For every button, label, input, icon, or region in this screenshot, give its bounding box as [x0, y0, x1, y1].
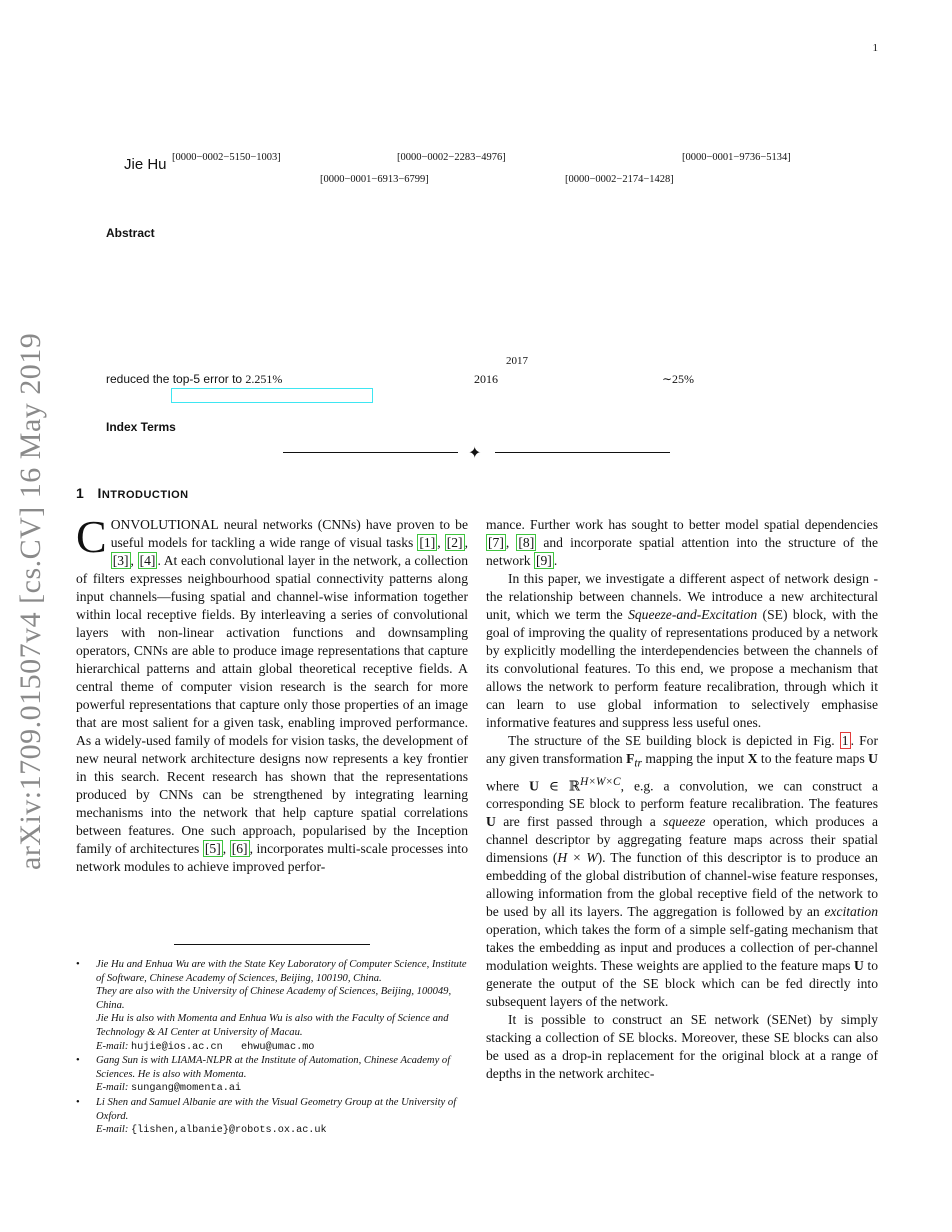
intro-text: operation, which takes the form of a simple self-gating mechanism that takes the embedding as input and produces a collection of per-channel modulation weights. These weights are applied to the feature maps	[486, 922, 878, 974]
section-title-cap: I	[97, 485, 102, 501]
abstract-line	[106, 372, 826, 388]
intro-text: (SE) block, with the goal of improving the quality of representations produced by a network by explicitly modelling the interdependencies between the channels of its convolutional features. To this end, we propose a mechanism that allows the network to perform feature recalibration, through which it can learn to use global information to selectively emphasise informative features and suppress less useful ones.	[486, 607, 878, 730]
abstract-year-2017: 2017	[506, 355, 528, 367]
intro-paragraph-3	[486, 732, 878, 1011]
intro-text-d: and incorporate spatial attention into the structure of the network	[486, 535, 879, 568]
math-symbol: U	[854, 958, 864, 974]
email-label: E-mail:	[96, 1040, 132, 1052]
section-title-introduction	[76, 485, 189, 501]
intro-paragraph-1-cont: mance. Further work has sought to better model spatial dependencies [7] , [8] and incorporate spatial attention into the structure of the network [9] .	[486, 517, 879, 568]
email-label: E-mail:	[96, 1082, 132, 1094]
intro-paragraph-2	[486, 570, 878, 732]
intro-paragraph-4: It is possible to construct an SE network (SENet) by simply stacking a collection of SE blocks. Moreover, these SE blocks can also be used as a drop-in replacement for the original block at a range of depths in the network architec-	[486, 1012, 878, 1082]
footnote-3	[76, 1096, 468, 1138]
orcid-2: [0000−0002−2283−4976]	[397, 152, 506, 163]
citation-link[interactable]: [3]	[112, 553, 129, 568]
orcid-5: [0000−0002−2174−1428]	[565, 174, 674, 185]
math-symbol: F	[626, 751, 635, 766]
figure-link[interactable]: 1	[841, 733, 849, 748]
footnote-text: Gang Sun is with LIAMA-NLPR at the Institute of Automation, Chinese Academy of Sciences. He is also with Momenta.	[96, 1055, 451, 1080]
footnote-2	[76, 1054, 468, 1096]
footnote-text: Jie Hu and Enhua Wu are with the State Key Laboratory of Computer Science, Institute of Software, Chinese Academy of Sciences, Beijing, 100190, China.	[96, 959, 467, 984]
column-left	[76, 511, 469, 876]
email-address[interactable]: {lishen,albanie}@robots.ox.ac.uk	[131, 1125, 327, 1137]
intro-text: to generate the output of the SE block which can be fed directly into subsequent layers of the network.	[486, 958, 878, 1010]
math-symbol: U	[486, 814, 496, 830]
citation-link[interactable]: [8]	[518, 535, 535, 550]
math-symbol: U	[529, 778, 539, 794]
intro-text: are first passed through a	[495, 814, 664, 830]
email-address[interactable]: sungang@momenta.ai	[131, 1083, 242, 1095]
footnote-1	[76, 958, 468, 1054]
intro-text-b: . At each convolutional layer in the network, a collection of filters expresses neighbourhood spatial connectivity patterns along input channels—fusing spatial and channel-wise information together within local receptive fields. By interleaving a series of convolutional layers with non-linear activation functions and downsampling operators, CNNs are able to produce image representations that capture hierarchical patterns and attain global theoretical receptive fields. A central theme of computer vision research is the search for more powerful representations that capture only those properties of an image that are most salient for a given task, enabling improved performance. As a widely-used family of models for vision tasks, the development of new neural network architecture designs now represents a key frontier in this search. Recent research has shown that the representations produced by CNNs can be strengthened by integrating learning mechanisms into the network that help capture spatial correlations between features. One such approach, popularised by the Inception family of architectures	[76, 553, 469, 856]
citation-link[interactable]: [7]	[488, 535, 504, 550]
intro-text-a: neural networks (CNNs) have proven to be useful models for tackling a wide range of visual tasks	[110, 517, 468, 550]
intro-emphasis: squeeze	[663, 814, 706, 830]
footnote-rule	[174, 944, 370, 945]
intro-text-c-right: mance. Further work has sought to better model spatial dependencies	[486, 517, 878, 532]
intro-text: operation, which produces a channel descriptor by aggregating feature maps across their spatial dimensions (	[486, 814, 879, 866]
intro-text: . For any given transformation	[486, 733, 879, 766]
footnotes	[76, 958, 468, 1138]
divider-star-icon: ✦	[468, 445, 482, 462]
section-number: 1	[76, 485, 85, 501]
section-title-rest: NTRODUCTION	[101, 489, 189, 501]
citation-link[interactable]: [9]	[535, 553, 552, 568]
author-name: Jie Hu	[124, 156, 167, 173]
intro-text: In this paper, we investigate a different aspect of network design - the relationship between channels. We introduce a new architectural unit, which we term the	[486, 571, 878, 622]
intro-text: ). The function of this descriptor is to produce an embedding of the global distribution of channel-wise feature responses, allowing information from the global receptive field of the network to be used by all its layers. The aggregation is followed by an	[486, 850, 878, 920]
bullet-icon: •	[76, 1055, 80, 1067]
math-subscript: tr	[634, 757, 642, 770]
citation-link[interactable]: [1]	[419, 535, 436, 550]
bullet-icon: •	[76, 1096, 80, 1108]
intro-text: The structure of the SE building block is depicted in Fig.	[508, 733, 840, 748]
intro-text: mapping the input	[641, 751, 748, 766]
index-terms-heading: Index Terms	[106, 420, 176, 434]
arxiv-stamp: arXiv:1709.01507v4 [cs.CV] 16 May 2019	[14, 332, 47, 870]
link-highlight-box[interactable]	[171, 388, 373, 403]
intro-smallcaps: ONVOLUTIONAL	[110, 517, 219, 532]
citation-link[interactable]: [5]	[204, 841, 221, 856]
intro-text-e: .	[553, 553, 558, 568]
abstract-error-value: 2.251%	[245, 372, 283, 386]
abstract-line-prefix: reduced the top-5 error to	[106, 372, 246, 386]
orcid-1: [0000−0002−5150−1003]	[172, 152, 281, 163]
abstract-approx: ∼25%	[662, 372, 695, 386]
citation-link[interactable]: [4]	[139, 553, 156, 568]
abstract-heading: Abstract	[106, 226, 155, 240]
email-address[interactable]: hujie@ios.ac.cn ehwu@umac.mo	[131, 1041, 315, 1053]
math-expression: H × W	[557, 850, 598, 866]
citation-link[interactable]: [6]	[231, 841, 248, 856]
intro-text: to the feature maps	[757, 751, 869, 766]
math-symbol: U	[868, 751, 878, 766]
column-right	[486, 516, 878, 1083]
citation-link[interactable]: [2]	[446, 535, 463, 550]
footnote-text: Li Shen and Samuel Albanie are with the Visual Geometry Group at the University of Oxford.	[96, 1096, 457, 1122]
page-number: 1	[872, 42, 878, 54]
orcid-4: [0000−0001−6913−6799]	[320, 174, 429, 185]
intro-text: ∈ ℝ	[538, 778, 581, 794]
intro-paragraph-1: CONVOLUTIONAL neural networks (CNNs) have proven to be useful models for tackling a wide range of visual tasks [1] , [2] , [3] , [4] . At each convolutional layer in the network, a collection of filters expresses neighbourhood spatial connectivity patterns along input channels—fusing spatial and channel-wise information together within local receptive fields. By interleaving a series of convolutional layers with non-linear activation functions and downsampling operators, CNNs are able to produce image representations that capture hierarchical patterns and attain global theoretical receptive fields. A central theme of computer vision research is the search for more powerful representations that capture only those properties of an image that are most salient for a given task, enabling improved performance. As a widely-used family of models for vision tasks, the development of new neural network architecture designs now represents a key frontier in this search. Recent research has shown that the representations produced by CNNs can be strengthened by integrating learning mechanisms into the network that help capture spatial correlations between features. One such approach, popularised by the Inception family of architectures [5] , [6] , incorporates multi-scale processes into network modules to achieve improved perfor-	[76, 511, 469, 874]
math-superscript: H×W×C	[580, 775, 621, 788]
divider-left	[283, 452, 458, 453]
intro-text: , e.g. a convolution, we can construct a corresponding SE block to perform feature recalibration. The features	[486, 778, 878, 812]
intro-text-c-left: , incorporates multi-scale processes into network modules to achieve improved perfor-	[76, 841, 468, 874]
footnote-text: Jie Hu is also with Momenta and Enhua Wu is also with the Faculty of Science and Technology & AI Center at University of Macau.	[96, 1013, 449, 1038]
author-block	[120, 150, 840, 190]
bullet-icon: •	[76, 959, 80, 970]
intro-emphasis: Squeeze-and-Excitation	[628, 607, 758, 622]
orcid-3: [0000−0001−9736−5134]	[682, 152, 791, 163]
email-label: E-mail:	[96, 1124, 132, 1136]
footnote-text: They are also with the University of Chinese Academy of Sciences, Beijing, 100049, China.	[96, 986, 452, 1011]
intro-emphasis: excitation	[824, 904, 878, 920]
abstract-year-2016: 2016	[474, 372, 498, 386]
drop-cap: C	[76, 511, 107, 562]
intro-text: where	[486, 778, 530, 794]
divider-right	[495, 452, 670, 453]
math-symbol: X	[747, 751, 758, 766]
